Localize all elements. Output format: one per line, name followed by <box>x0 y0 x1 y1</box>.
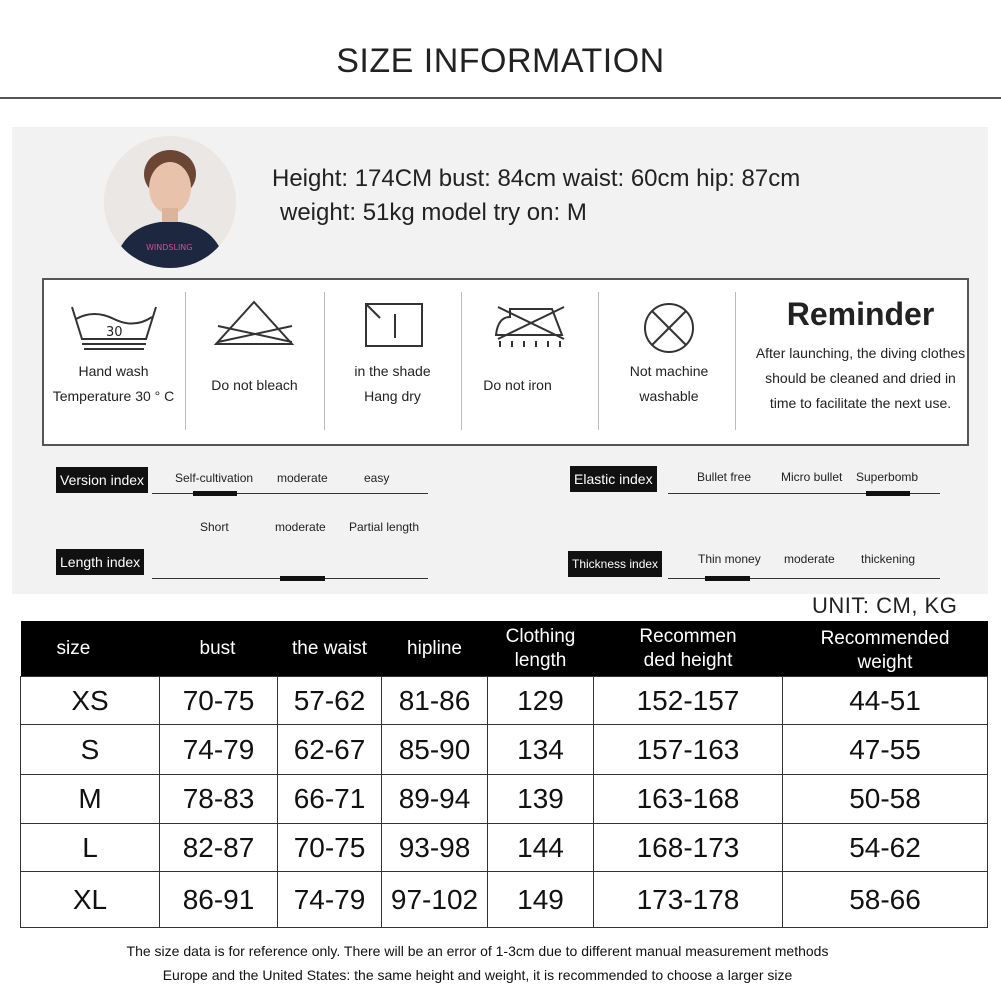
care-label-not-machine-washable <box>598 359 740 409</box>
elastic-index-marker <box>866 491 910 496</box>
size-table <box>20 621 988 928</box>
length-index-label: Length index <box>56 549 144 575</box>
height-cell: 168-173 <box>594 824 783 872</box>
hang-dry-shade-icon <box>364 302 426 355</box>
not-machine-washable-icon <box>640 302 698 359</box>
bust-cell: 70-75 <box>160 677 278 725</box>
hipline-cell: 85-90 <box>382 725 488 775</box>
length-option: Partial length <box>349 520 420 534</box>
header-size <box>21 621 160 677</box>
header-recommended-weight <box>783 621 988 677</box>
table-row <box>21 775 988 824</box>
elastic-option: Superbomb <box>856 470 919 484</box>
hand-wash-icon <box>70 303 158 356</box>
model-photo-icon <box>104 136 236 268</box>
table-row <box>21 725 988 775</box>
waist-cell: 62-67 <box>278 725 382 775</box>
care-label-hang-dry <box>324 359 461 409</box>
length-cell: 144 <box>488 824 594 872</box>
care-label-line: in the shade <box>354 363 431 379</box>
height-cell: 163-168 <box>594 775 783 824</box>
size-cell: S <box>21 725 160 775</box>
unit-label: UNIT: CM, KG <box>812 593 958 618</box>
table-row <box>21 872 988 928</box>
table-header-row <box>21 621 988 677</box>
header-clothing-length <box>488 621 594 677</box>
thickness-index-marker <box>705 576 750 581</box>
header-text: length <box>514 649 567 671</box>
model-weight-size: weight: 51kg model try on: M <box>280 199 587 226</box>
elastic-option: Bullet free <box>697 470 752 484</box>
reminder-line: After launching, the diving clothes <box>755 345 966 361</box>
length-cell: 129 <box>488 677 594 725</box>
shirt-logo: WINDSLING <box>146 243 193 252</box>
reminder-line: time to facilitate the next use. <box>769 395 952 411</box>
size-cell: L <box>21 824 160 872</box>
thickness-index-label: Thickness index <box>568 551 662 577</box>
length-option: moderate <box>275 520 326 534</box>
length-option: Short <box>200 520 229 534</box>
header-text: size <box>56 637 91 659</box>
version-option: Self-cultivation <box>175 471 254 485</box>
weight-cell: 44-51 <box>783 677 988 725</box>
weight-cell: 58-66 <box>783 872 988 928</box>
length-cell: 134 <box>488 725 594 775</box>
header-bust <box>160 621 278 677</box>
model-avatar <box>104 136 236 268</box>
hipline-cell: 97-102 <box>382 872 488 928</box>
size-cell: M <box>21 775 160 824</box>
weight-cell: 54-62 <box>783 824 988 872</box>
care-divider <box>461 292 462 430</box>
reminder-title: Reminder <box>786 296 935 332</box>
size-cell: XS <box>21 677 160 725</box>
version-option: moderate <box>277 471 328 485</box>
bust-cell: 78-83 <box>160 775 278 824</box>
height-cell: 157-163 <box>594 725 783 775</box>
footnote-accuracy: The size data is for reference only. There will be an error of 1-3cm due to different manual measurement methods <box>126 943 829 959</box>
table-row <box>21 824 988 872</box>
title-divider <box>0 97 1001 99</box>
reminder-text <box>738 341 983 416</box>
page-title: SIZE INFORMATION <box>336 42 665 80</box>
weight-cell: 50-58 <box>783 775 988 824</box>
waist-cell: 70-75 <box>278 824 382 872</box>
footnote-sizing-advice: Europe and the United States: the same height and weight, it is recommended to choose a larger size <box>162 967 793 983</box>
header-text: Clothing <box>505 625 576 647</box>
care-label-line: Temperature 30 ° C <box>52 388 175 404</box>
header-text: Recommen <box>639 625 737 647</box>
care-label-do-not-bleach: Do not bleach <box>211 377 298 393</box>
waist-cell: 74-79 <box>278 872 382 928</box>
header-text: hipline <box>407 637 462 659</box>
header-text: the waist <box>292 637 367 659</box>
do-not-bleach-icon <box>212 300 296 353</box>
bust-cell: 86-91 <box>160 872 278 928</box>
waist-cell: 57-62 <box>278 677 382 725</box>
bust-cell: 74-79 <box>160 725 278 775</box>
version-index-marker <box>193 491 237 496</box>
elastic-index-label: Elastic index <box>570 466 657 492</box>
care-label-do-not-iron: Do not iron <box>483 377 552 393</box>
height-cell: 173-178 <box>594 872 783 928</box>
table-row <box>21 677 988 725</box>
thickness-option: Thin money <box>698 552 761 566</box>
hipline-cell: 89-94 <box>382 775 488 824</box>
version-index-label: Version index <box>56 467 148 493</box>
thickness-option: moderate <box>784 552 835 566</box>
care-label-line: Not machine <box>629 363 709 379</box>
reminder-line: should be cleaned and dried in <box>765 370 956 386</box>
header-text: Recommended <box>820 627 950 649</box>
length-cell: 139 <box>488 775 594 824</box>
care-divider <box>185 292 186 430</box>
waist-cell: 66-71 <box>278 775 382 824</box>
bust-cell: 82-87 <box>160 824 278 872</box>
header-text: ded height <box>643 649 733 671</box>
height-cell: 152-157 <box>594 677 783 725</box>
version-option: easy <box>364 471 390 485</box>
length-cell: 149 <box>488 872 594 928</box>
hipline-cell: 81-86 <box>382 677 488 725</box>
length-index-marker <box>280 576 325 581</box>
header-recommended-height <box>594 621 783 677</box>
model-measurements: Height: 174CM bust: 84cm waist: 60cm hip: 87cm <box>272 165 801 192</box>
header-text: bust <box>199 637 236 659</box>
header-waist <box>278 621 382 677</box>
hipline-cell: 93-98 <box>382 824 488 872</box>
thickness-option: thickening <box>861 552 916 566</box>
weight-cell: 47-55 <box>783 725 988 775</box>
header-text: weight <box>857 651 913 673</box>
wash-temperature: 30 <box>106 325 123 340</box>
elastic-option: Micro bullet <box>781 470 843 484</box>
size-cell: XL <box>21 872 160 928</box>
care-label-hand-wash <box>42 359 185 409</box>
care-label-line: Hang dry <box>364 388 421 404</box>
do-not-iron-icon <box>492 303 570 354</box>
header-hipline <box>382 621 488 677</box>
care-label-line: washable <box>639 388 699 404</box>
care-label-line: Hand wash <box>78 363 149 379</box>
